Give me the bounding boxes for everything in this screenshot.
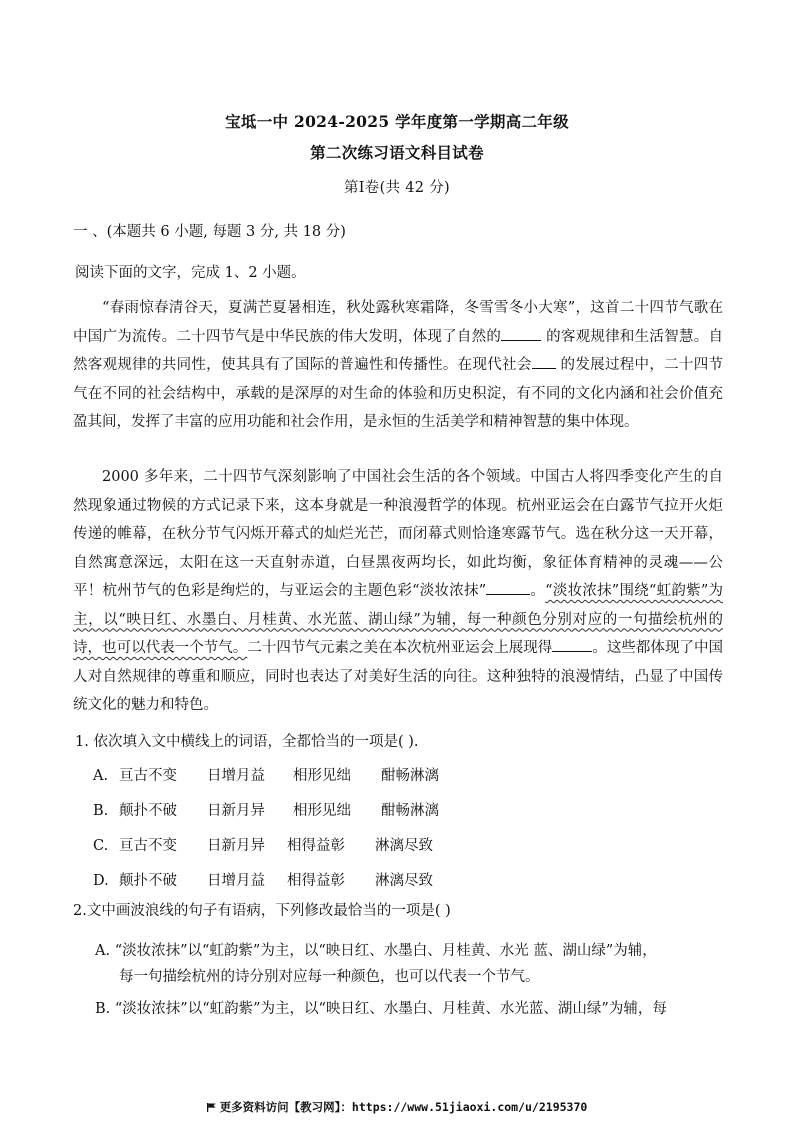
exam-title-line2: 第二次练习语文科目试卷 xyxy=(310,143,484,162)
option-word-2: 日增月益 xyxy=(207,873,265,889)
question-1-option-c[interactable] xyxy=(93,834,433,855)
p1-text-b: 的客观规律和生活智慧。自然客观规律的共同性，使其具有了国际的普遍性和传播性。在现代社会 xyxy=(73,328,723,373)
option-word-3: 相形见绌 xyxy=(293,768,351,784)
fill-blank-3[interactable] xyxy=(486,580,530,595)
volume-label: 第Ⅰ卷(共 42 分) xyxy=(343,180,450,196)
option-word-2: 日新月异 xyxy=(207,838,265,854)
option-word-2: 日新月异 xyxy=(207,803,265,819)
p2-text-a: 2000 多年来，二十四节气深刻影响了中国社会生活的各个领域。中国古人将四季变化产生的自然现象通过物候的方式记录下来，这本身就是一种浪漫哲学的体现。杭州亚运会在白露节气拉开火炬传递的帷幕，在秋分节气闪烁开幕式的灿烂光芒，而闭幕式则恰逢寒露节气。选在秋分这一天开幕，自然寓意深远，太阳在这一天直射赤道，白昼黑夜两均长，如此均衡，象征体育精神的灵魂——公平！杭州节气的色彩是绚烂的，与亚运会的主题色彩“淡妆浓抹” xyxy=(73,469,723,599)
option-word-4: 淋漓尽致 xyxy=(375,838,433,854)
option-letter: B. xyxy=(93,803,109,819)
option-word-4: 淋漓尽致 xyxy=(375,873,433,889)
option-word-3: 相得益彰 xyxy=(287,838,345,854)
option-word-2: 日增月益 xyxy=(207,768,265,784)
passage-paragraph-2 xyxy=(73,463,723,720)
p2-text-c: 二十四节气元素之美在本次杭州亚运会上展现得 xyxy=(247,640,553,656)
footer-text: 更多资料访问【教习网】：https://www.51jiaoxi.com/u/2195370 xyxy=(219,1100,588,1114)
passage-paragraph-1 xyxy=(73,294,723,437)
option-letter: A. xyxy=(93,768,109,784)
fill-blank-1[interactable] xyxy=(501,326,541,341)
question-1-option-a[interactable] xyxy=(93,764,439,785)
fill-blank-4[interactable] xyxy=(552,637,592,652)
footer-link[interactable] xyxy=(0,1099,794,1115)
option-word-1: 亘古不变 xyxy=(119,768,177,784)
question-2-option-a-line1[interactable]: A. “淡妆浓抹”以“虹韵紫”为主，以“映日红、水墨白、月桂黄、水光 蓝、湖山绿”为辅， xyxy=(95,943,657,959)
question-2-option-b-line1[interactable]: B. “淡妆浓抹”以“虹韵紫”为主，以“映日红、水墨白、月桂黄、水光蓝、湖山绿”为辅，每 xyxy=(95,1001,667,1017)
option-letter: C. xyxy=(93,838,109,854)
flag-icon xyxy=(207,1103,216,1112)
option-word-4: 酣畅淋漓 xyxy=(381,803,439,819)
p1-text-c: 的发展过程中，二十四节气在不同的社会结构中，承载的是深厚的对生命的体验和历史积淀，有不同的文化内涵和社会价值充盈其间，发挥了丰富的应用功能和社会作用，是永恒的生活美学和精神智慧的集中体现。 xyxy=(73,357,724,430)
option-word-1: 颠扑不破 xyxy=(119,803,177,819)
section-heading: 一 、(本题共 6 小题, 每题 3 分, 共 18 分) xyxy=(73,224,346,240)
question-1-stem: 1. 依次填入文中横线上的词语，全都恰当的一项是( ). xyxy=(75,734,419,750)
reading-instruction: 阅读下面的文字，完成 1、2 小题。 xyxy=(75,265,306,281)
p2-text-b: 。 xyxy=(530,583,546,599)
exam-title-line1: 宝坻一中 2024-2025 学年度第一学期高二年级 xyxy=(225,112,569,131)
option-word-1: 颠扑不破 xyxy=(119,873,177,889)
option-word-3: 相形见绌 xyxy=(293,803,351,819)
wavy-underlined-sentence: “淡妆浓抹”围绕“虹韵紫”为主，以“映日红、水墨白、月桂黄、水光蓝、湖山绿”为辅，每一种颜色分别对应的一句描绘杭州的诗，也可以代表一个节气。 xyxy=(73,583,724,656)
p1-text-a: “春雨惊春清谷天，夏满芒夏暑相连，秋处露秋寒霜降，冬雪雪冬小大寒”，这首二十四节气歌在中国广为流传。二十四节气是中华民族的伟大发明，体现了自然的 xyxy=(73,300,723,345)
option-letter: D. xyxy=(93,873,109,889)
option-word-4: 酣畅淋漓 xyxy=(381,768,439,784)
option-word-1: 亘古不变 xyxy=(119,838,177,854)
question-1-option-b[interactable] xyxy=(93,799,439,820)
option-word-3: 相得益彰 xyxy=(287,873,345,889)
question-2-stem: 2.文中画波浪线的句子有语病，下列修改最恰当的一项是( ) xyxy=(73,903,451,919)
question-1-option-d[interactable] xyxy=(93,869,433,890)
fill-blank-2[interactable] xyxy=(532,354,556,369)
question-2-option-a-line2: 每一句描绘杭州的诗分别对应每一种颜色，也可以代表一个节气。 xyxy=(119,969,540,985)
p2-text-d: 。这些都体现了中国人对自然规律的尊重和顺应，同时也表达了对美好生活的向往。这种独特的浪漫情结，凸显了中国传统文化的魅力和特色。 xyxy=(73,640,724,713)
